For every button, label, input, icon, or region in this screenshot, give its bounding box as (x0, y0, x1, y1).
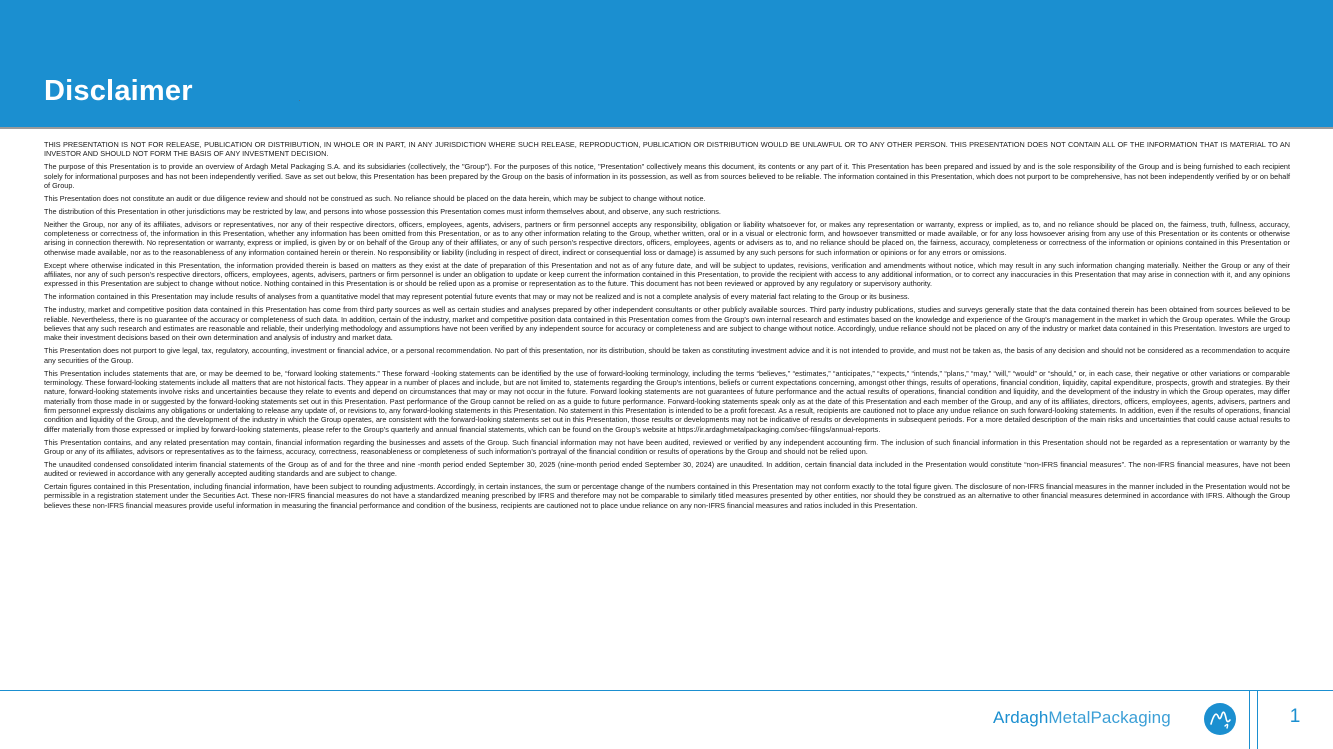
page-title: Disclaimer (44, 75, 193, 107)
logo-secondary: MetalPackaging (1048, 708, 1171, 727)
disclaimer-paragraph: This Presentation includes statements that are, or may be deemed to be, “forward looking statements.” These forward -looking statements can be identified by the use of forward-looking terminology, including the terms “believes,” “estimates,” “anticipates,” “expects,” “intends,” “plans,” “may,” “will,” “would” or “should,” or, in each case, their negative or other variations or comparable terminology. These forward-looking statements include all matters that are not historical facts. They appear in a number of places and include, but are not limited to, statements regarding the Group’s intentions, beliefs or current expectations concerning, amongst other things, results of operations, financial condition, liquidity, capital expenditure, prospects, growth and strategies. By their nature, forward-looking statements involve risks and uncertainties because they relate to events and depend on circumstances that may or may not occur in the future. Forward looking statements are not guarantees of future performance and the actual results of operations, financial condition and liquidity, and the development of the industry in which the Group operates, may differ materially from those made in or suggested by the forward-looking statements set out in this Presentation. Past performance of the Group cannot be relied on as a guide to future performance. Forward-looking statements speak only as at the date of this Presentation and each member of the Group, and any of its affiliates, directors, officers, employees, agents, advisers, partners and firm personnel expressly disclaims any obligations or undertaking to release any update of, or revisions to, any forward-looking statements in this Presentation. No statement in this Presentation is intended to be a profit forecast. As a result, recipients are cautioned not to place any undue reliance on such forward-looking statements. In addition, even if the results of operations, financial condition and liquidity of the Group, and the development of the industry in which the Group operates, are consistent with the forward-looking statements set out in this Presentation, those results or developments may not be indicative of results or developments in subsequent periods. For a more detailed description of the main risks and uncertainties that could cause actual results to differ materially from those expressed or implied by forward-looking statements, please refer to the Group’s quarterly and annual financial statements, which can be found on the Group’s website at https://ir.ardaghmetalpackaging.com/sec-filings/annual-reports. (44, 368, 1290, 434)
disclaimer-paragraph: Neither the Group, nor any of its affiliates, advisors or representatives, nor any of their respective directors, officers, employees, agents, advisers, partners or firm personnel accepts any responsibility, obligation or liability whatsoever for, or makes any representation or warranty, express or implied, as to, and no reliance should be placed on, the fairness, truth, fullness, accuracy, completeness or correctness of, the information in this Presentation, whether any information has been omitted from this Presentation, or as to any other information relating to the Group, whether written, oral or in a visual or electronic form, and howsoever transmitted or made available, or for any loss howsoever arising from any use of this Presentation or its contents or otherwise arising in connection therewith. No representation or warranty, express or implied, is given by or on behalf of the Group any of their affiliates, or any of such person's respective directors, officers, employees, agents or advisers as to, and no reliance should be placed on, the fairness, accuracy, completeness or correctness of the information or opinions contained in this Presentation or otherwise made available, nor as to the reasonableness of any information contained herein or therein. No responsibility or liability (including in respect of direct, indirect or consequential loss or damage) is assumed by any such persons for such information or opinions or for any errors or omissions. (44, 219, 1290, 257)
disclaimer-paragraph: This Presentation contains, and any related presentation may contain, financial information regarding the businesses and assets of the Group. Such financial information may not have been audited, reviewed or verified by any independent accounting firm. The inclusion of such financial information in this Presentation should not be regarded as a representation or warranty by the Group or any of its affiliates, advisors or representatives as to the fairness, accuracy, correctness, reasonableness or completeness of such information’s portrayal of the financial condition or results of operations by the Group and should not be relied upon. (44, 437, 1290, 456)
disclaimer-paragraph: Certain figures contained in this Presentation, including financial information, have been subject to rounding adjustments. Accordingly, in certain instances, the sum or percentage change of the numbers contained in this Presentation may not conform exactly to the total figure given. The disclosure of non-IFRS financial measures in the manner included in the Presentation would not be permissible in a registration statement under the Securities Act. These non-IFRS financial measures do not have a standardized meaning prescribed by IFRS and therefore may not be comparable to similarly titled measures presented by other entities, nor should they be construed as an alternative to other financial measures determined in accordance with IFRS. Although the Group believes these non-IFRS financial measures provide useful information in measuring the financial performance and condition of the business, recipients are cautioned not to place undue reliance on any non-IFRS financial measures and ratios included in this Presentation. (44, 482, 1290, 510)
header-mark (299, 100, 300, 101)
disclaimer-paragraph: The unaudited condensed consolidated interim financial statements of the Group as of and for the three and nine -month period ended September 30, 2025 (nine-month period ended September 30, 2024) are unaudited. In addition, certain financial data included in the Presentation would constitute “non-IFRS financial measures”. The non-IFRS financial measures, have not been audited or reviewed in accordance with any generally accepted auditing standards and are subject to change. (44, 459, 1290, 479)
disclaimer-paragraph: The industry, market and competitive position data contained in this Presentation has come from third party sources as well as certain studies and analyses prepared by other independent consultants or other publicly available sources. Third party industry publications, studies and surveys generally state that the data contained therein has been obtained from sources believed to be reliable. Nevertheless, there is no guarantee of the accuracy or completeness of such data. In addition, certain of the industry, market and competitive position data contained in this Presentation comes from the Group's own internal research and estimates based on the knowledge and experience of the Group's management in the market in which the Group operates. While the Group believes that any such research and estimates are reasonable and reliable, their underlying methodology and assumptions have not been verified by any independent source for accuracy or completeness and are subject to change without notice. Accordingly, undue reliance should not be placed on any of the industry or market data contained in this Presentation. Investors are urged to make their investment decisions based on their own determination and analysis of industry and market data. (44, 305, 1290, 343)
company-logo-text (993, 708, 1171, 728)
disclaimer-paragraph: The distribution of this Presentation in other jurisdictions may be restricted by law, and persons into whose possession this Presentation comes must inform themselves about, and observe, any such restrictions. (44, 206, 721, 216)
disclaimer-paragraph: The purpose of this Presentation is to provide an overview of Ardagh Metal Packaging S.A. and its subsidiaries (collectively, the "Group"). For the purposes of this notice, "Presentation" collectively means this document, its contents or any part of it. This Presentation has been prepared and issued by and is the sole responsibility of the Group and is being furnished to each recipient solely for informational purposes and has not been independently verified. Save as set out below, this Presentation has been prepared by the Group on the basis of information in its possession, as well as from sources believed to be reliable. The information contained in this Presentation, which does not purport to be comprehensive, has not been independently verified by or on behalf of Group. (44, 162, 1290, 190)
disclaimer-body (44, 140, 1290, 514)
disclaimer-paragraph: The information contained in this Presentation may include results of analyses from a quantitative model that may represent potential future events that may or may not be realized and is not a complete analysis of every material fact relating to the Group or its business. (44, 292, 910, 302)
footer-separator (1249, 690, 1250, 749)
disclaimer-paragraph: This Presentation does not purport to give legal, tax, regulatory, accounting, investment or financial advice, or a personal recommendation. No part of this presentation, nor its distribution, should be taken as constituting investment advice and it is not intended to provide, and must not be taken as, the basis of any decision and should not be considered as a recommendation to acquire any securities of the Group. (44, 346, 1290, 365)
disclaimer-paragraph: Except where otherwise indicated in this Presentation, the information provided therein is based on matters as they exist at the date of preparation of this Presentation and not as of any future date, and will be subject to updates, revisions, verification and amendments without notice, which may result in any such information changing materially. Neither the Group or any of their affiliates, nor any of such person's respective directors, officers, employees, agents, advisers, partners or firm personnel is under an obligation to update or keep current the information contained in this Presentation, to provide the recipient with access to any additional information, or to correct any inaccuracies in this Presentation that may arise in connection with it, and any opinions expressed in this Presentation are subject to change without notice. Nothing contained in this Presentation is or should be relied upon as a promise or representation as to the future. This document has not been reviewed or approved by any regulatory or supervisory authority. (44, 260, 1290, 289)
logo-primary: Ardagh (993, 708, 1049, 727)
disclaimer-paragraph: THIS PRESENTATION IS NOT FOR RELEASE, PUBLICATION OR DISTRIBUTION, IN WHOLE OR IN PART, IN ANY JURISDICTION WHERE SUCH RELEASE, REPRODUCTION, PUBLICATION OR DISTRIBUTION WOULD BE UNLAWFUL OR TO ANY OTHER PERSON. THIS PRESENTATION DOES NOT CONTAIN ALL OF THE INFORMATION THAT IS MATERIAL TO AN INVESTOR AND SHOULD NOT FORM THE BASIS OF ANY INVESTMENT DECISION. (44, 140, 1290, 159)
page-number: 1 (1289, 706, 1301, 727)
footer-separator (1257, 690, 1258, 749)
header-divider (0, 127, 1333, 129)
footer-divider (0, 690, 1333, 691)
disclaimer-paragraph: This Presentation does not constitute an audit or due diligence review and should not be construed as such. No reliance should be placed on the data herein, which may be subject to change without notice. (44, 193, 706, 203)
company-logo-icon (1203, 702, 1237, 736)
header-banner (0, 0, 1333, 127)
